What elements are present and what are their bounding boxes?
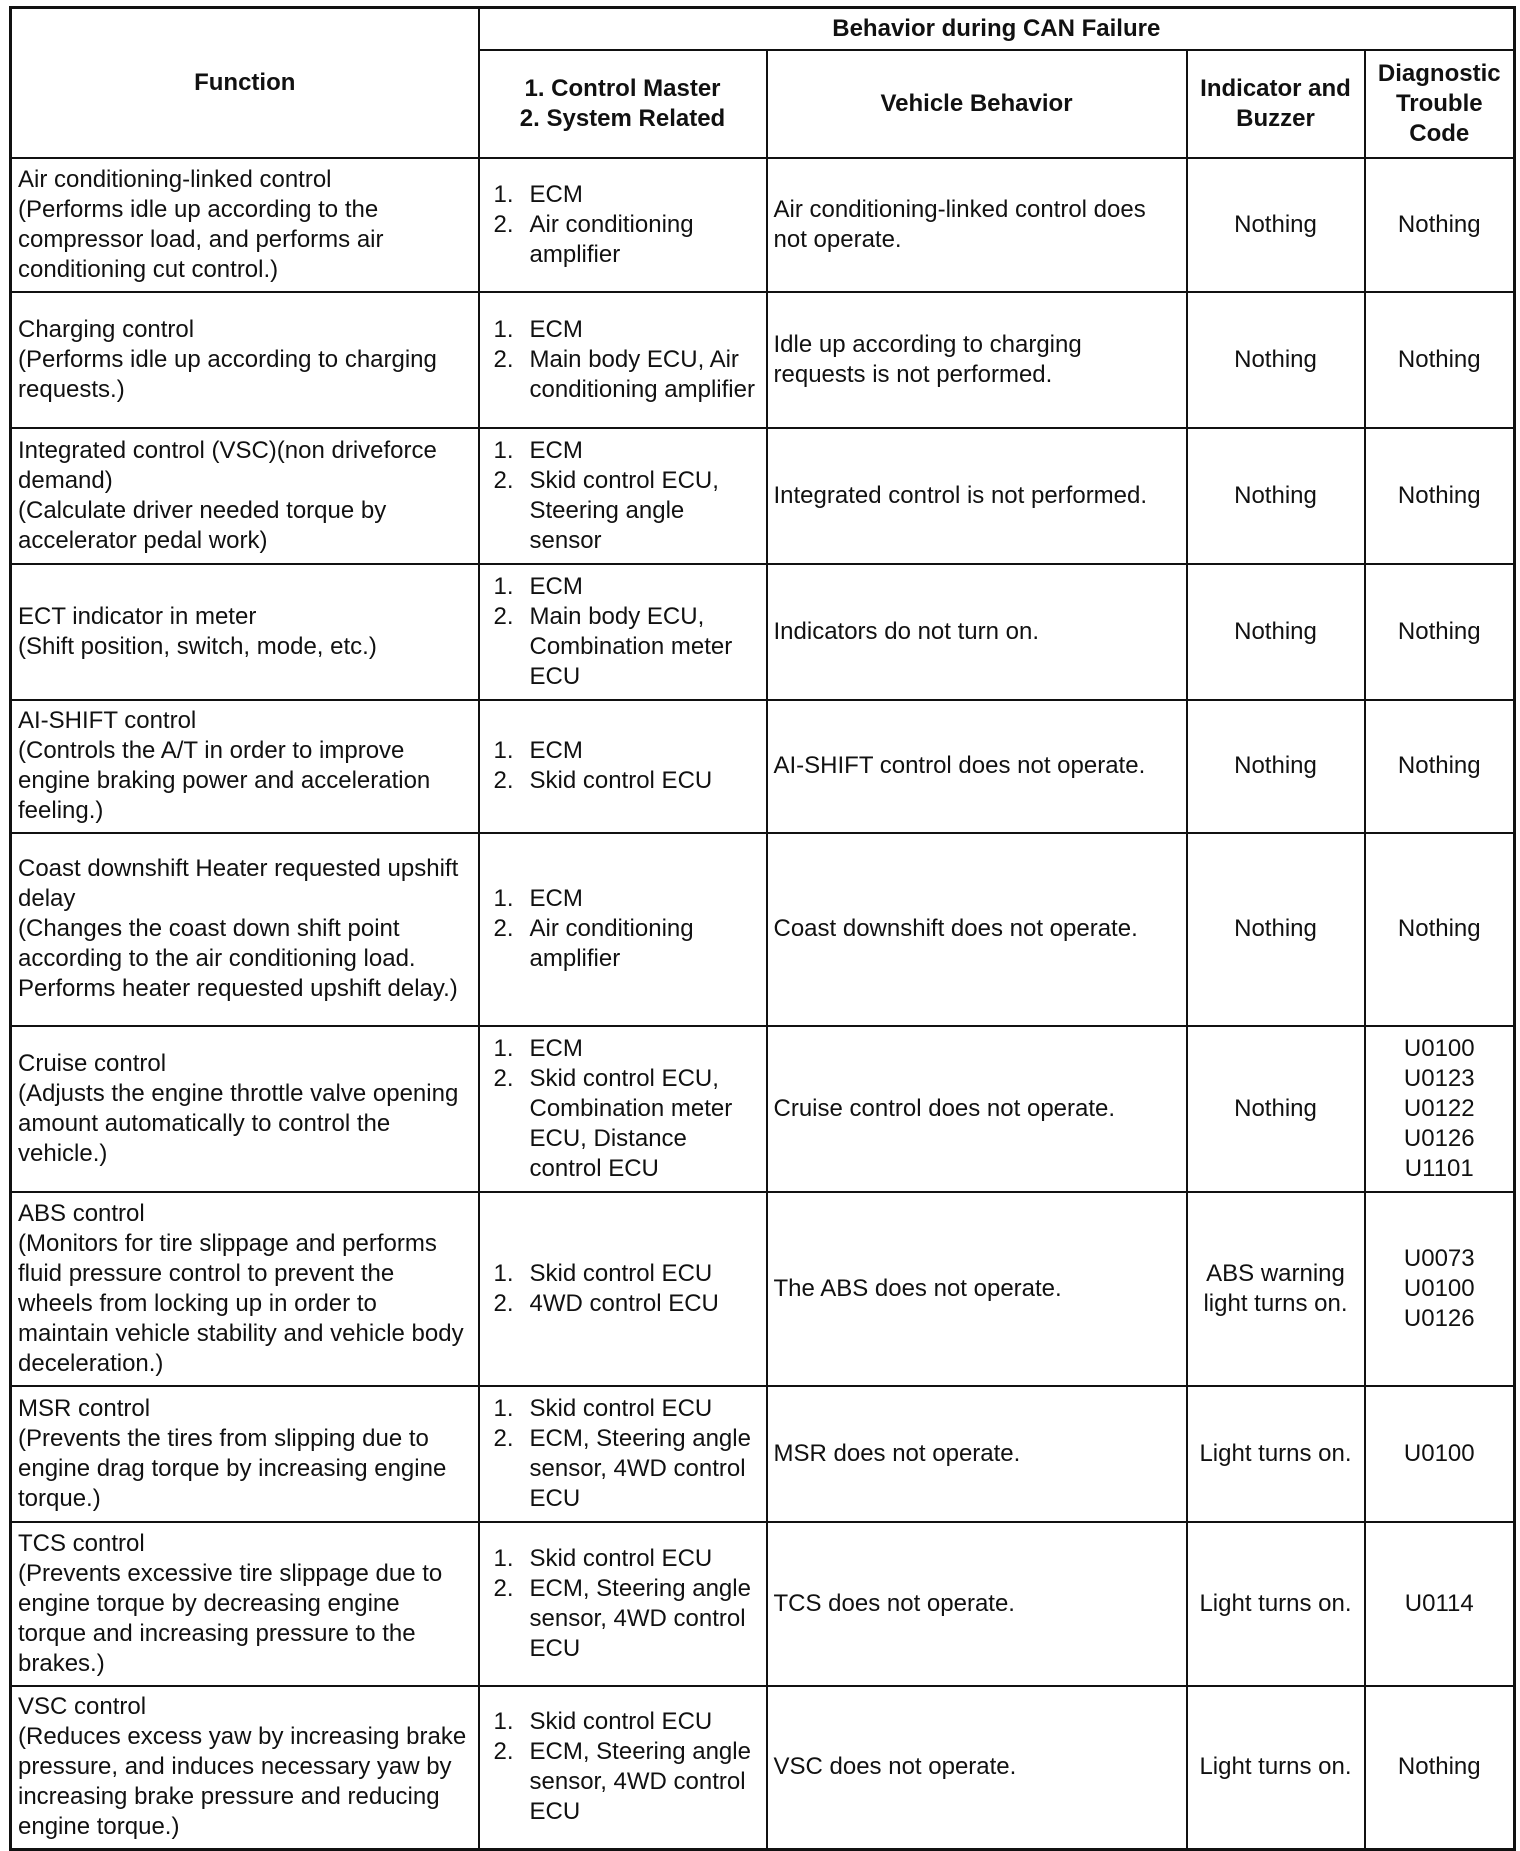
function-description: (Controls the A/T in order to improve engine braking power and acceleration feeling.) bbox=[18, 737, 431, 824]
table-row bbox=[11, 833, 1515, 1026]
table-row bbox=[11, 1522, 1515, 1686]
dtc-code: U0114 bbox=[1404, 1589, 1474, 1617]
dtc-code: U0100 bbox=[1403, 1274, 1475, 1302]
indicator-cell: Nothing bbox=[1187, 1026, 1365, 1192]
control-master-item bbox=[494, 1544, 760, 1574]
function-description: (Changes the coast down shift point according to the air conditioning load. Performs heater requested upshift delay.) bbox=[18, 915, 458, 1002]
control-master-text: ECM bbox=[529, 436, 583, 464]
indicator-cell: Nothing bbox=[1187, 428, 1365, 564]
control-master-cell bbox=[479, 1522, 767, 1686]
system-related-text: Air conditioning amplifier bbox=[529, 210, 694, 268]
control-master-item bbox=[494, 1574, 760, 1664]
control-master-cell bbox=[479, 1026, 767, 1192]
list-number: 1. bbox=[493, 1708, 514, 1736]
control-master-item bbox=[494, 345, 760, 405]
function-cell bbox=[11, 833, 479, 1026]
system-related-text: Main body ECU, Combination meter ECU bbox=[529, 602, 733, 690]
function-cell bbox=[11, 158, 479, 292]
function-name: Integrated control (VSC)(non driveforce demand) bbox=[18, 436, 437, 494]
vehicle-behavior-cell: AI-SHIFT control does not operate. bbox=[767, 700, 1187, 833]
function-description: (Performs idle up according to the compressor load, and performs air conditioning cut control.) bbox=[18, 195, 384, 283]
dtc-code: U0073 bbox=[1403, 1244, 1475, 1272]
indicator-cell: ABS warning light turns on. bbox=[1187, 1192, 1365, 1386]
list-number: 1. bbox=[493, 1034, 514, 1062]
control-master-item bbox=[494, 572, 760, 602]
system-related-text: Skid control ECU, Combination meter ECU, Distance control ECU bbox=[529, 1064, 733, 1182]
dtc-cell bbox=[1365, 292, 1515, 428]
function-name: Charging control bbox=[18, 315, 195, 343]
control-master-cell bbox=[479, 292, 767, 428]
dtc-cell bbox=[1365, 158, 1515, 292]
control-master-item bbox=[494, 1394, 760, 1424]
vehicle-behavior-cell: TCS does not operate. bbox=[767, 1522, 1187, 1686]
function-description: (Adjusts the engine throttle valve opening amount automatically to control the vehicle.) bbox=[18, 1079, 459, 1167]
dtc-cell bbox=[1365, 700, 1515, 833]
function-cell bbox=[11, 1522, 479, 1686]
indicator-header: Indicator and Buzzer bbox=[1187, 50, 1365, 158]
function-name: VSC control bbox=[18, 1693, 147, 1721]
dtc-code: U0126 bbox=[1403, 1124, 1475, 1152]
control-master-cell bbox=[479, 158, 767, 292]
list-number: 2. bbox=[493, 1738, 514, 1766]
control-master-text: ECM bbox=[529, 180, 583, 208]
dtc-code: U0122 bbox=[1403, 1094, 1475, 1122]
table-row bbox=[11, 1026, 1515, 1192]
control-master-item bbox=[494, 1424, 760, 1514]
indicator-cell: Light turns on. bbox=[1187, 1686, 1365, 1850]
dtc-cell bbox=[1365, 1192, 1515, 1386]
dtc-code: Nothing bbox=[1397, 915, 1481, 942]
control-master-item bbox=[494, 884, 760, 914]
function-name: AI-SHIFT control bbox=[18, 707, 197, 734]
function-description: (Prevents excessive tire slippage due to engine torque by decreasing engine torque and increasing pressure to the brakes.) bbox=[18, 1559, 443, 1677]
function-name: ABS control bbox=[18, 1199, 145, 1227]
system-related-text: ECM, Steering angle sensor, 4WD control ECU bbox=[529, 1738, 751, 1826]
control-master-text: ECM bbox=[529, 1034, 583, 1062]
table-row bbox=[11, 292, 1515, 428]
function-description: (Performs idle up according to charging requests.) bbox=[18, 345, 437, 403]
indicator-cell: Light turns on. bbox=[1187, 1522, 1365, 1686]
system-related-text: ECM, Steering angle sensor, 4WD control ECU bbox=[529, 1574, 751, 1662]
function-cell bbox=[11, 1192, 479, 1386]
control-master-header bbox=[479, 50, 767, 158]
indicator-cell: Nothing bbox=[1187, 292, 1365, 428]
list-number: 2. bbox=[493, 345, 514, 373]
control-master-item bbox=[494, 1737, 760, 1827]
list-number: 2. bbox=[493, 1424, 514, 1452]
control-master-cell bbox=[479, 833, 767, 1026]
function-cell bbox=[11, 700, 479, 833]
vehicle-behavior-cell: Air conditioning-linked control does not operate. bbox=[767, 158, 1187, 292]
table-row bbox=[11, 564, 1515, 700]
dtc-code: U1101 bbox=[1404, 1154, 1474, 1182]
control-master-cell bbox=[479, 1386, 767, 1522]
control-master-text: ECM bbox=[529, 885, 583, 912]
control-master-item bbox=[494, 1259, 760, 1289]
function-name: Coast downshift Heater requested upshift delay bbox=[18, 855, 459, 912]
list-number: 1. bbox=[493, 885, 514, 912]
control-master-item bbox=[494, 210, 760, 270]
dtc-code: U0100 bbox=[1403, 1034, 1475, 1062]
control-master-item bbox=[494, 1707, 760, 1737]
system-related-text: Skid control ECU, Steering angle sensor bbox=[529, 466, 719, 554]
control-master-text: Skid control ECU bbox=[529, 1394, 713, 1422]
control-master-item bbox=[494, 766, 760, 796]
system-related-text: Skid control ECU bbox=[529, 767, 713, 794]
vehicle-behavior-cell: VSC does not operate. bbox=[767, 1686, 1187, 1850]
control-master-item bbox=[494, 1034, 760, 1064]
system-related-text: Main body ECU, Air conditioning amplifier bbox=[529, 345, 755, 403]
system-related-text: 4WD control ECU bbox=[529, 1289, 719, 1317]
table-body bbox=[11, 158, 1515, 1850]
list-number: 1. bbox=[493, 315, 514, 343]
dtc-code: Nothing bbox=[1397, 210, 1481, 238]
vehicle-behavior-cell: Indicators do not turn on. bbox=[767, 564, 1187, 700]
control-master-text: Skid control ECU bbox=[529, 1259, 713, 1287]
dtc-code: Nothing bbox=[1397, 345, 1481, 373]
function-cell bbox=[11, 292, 479, 428]
list-number: 1. bbox=[493, 1259, 514, 1287]
behavior-group-header: Behavior during CAN Failure bbox=[479, 8, 1515, 50]
dtc-code: Nothing bbox=[1397, 617, 1481, 645]
system-related-label: 2. System Related bbox=[519, 104, 726, 132]
function-description: (Reduces excess yaw by increasing brake pressure, and induces necessary yaw by increasing brake pressure and reducing engine torque.) bbox=[18, 1723, 467, 1841]
can-failure-table bbox=[9, 6, 1516, 1851]
control-master-cell bbox=[479, 1192, 767, 1386]
control-master-cell bbox=[479, 564, 767, 700]
table-row bbox=[11, 1192, 1515, 1386]
list-number: 2. bbox=[493, 602, 514, 630]
function-description: (Monitors for tire slippage and performs fluid pressure control to prevent the wheels from locking up in order to maintain vehicle stability and vehicle body deceleration.) bbox=[18, 1229, 464, 1377]
list-number: 1. bbox=[493, 1544, 514, 1572]
indicator-cell: Nothing bbox=[1187, 158, 1365, 292]
dtc-header: Diagnostic Trouble Code bbox=[1365, 50, 1515, 158]
indicator-cell: Nothing bbox=[1187, 700, 1365, 833]
control-master-item bbox=[494, 1064, 760, 1184]
list-number: 2. bbox=[493, 1064, 514, 1092]
function-header: Function bbox=[11, 8, 479, 158]
indicator-cell: Nothing bbox=[1187, 833, 1365, 1026]
system-related-text: Air conditioning amplifier bbox=[529, 915, 694, 972]
list-number: 2. bbox=[493, 767, 514, 794]
dtc-code: Nothing bbox=[1397, 1753, 1481, 1781]
function-name: TCS control bbox=[18, 1529, 145, 1557]
vehicle-behavior-cell: Cruise control does not operate. bbox=[767, 1026, 1187, 1192]
list-number: 2. bbox=[493, 466, 514, 494]
list-number: 2. bbox=[493, 1289, 514, 1317]
control-master-item bbox=[494, 466, 760, 556]
list-number: 1. bbox=[493, 572, 514, 600]
vehicle-behavior-header: Vehicle Behavior bbox=[767, 50, 1187, 158]
function-cell bbox=[11, 1686, 479, 1850]
function-description: (Calculate driver needed torque by accelerator pedal work) bbox=[18, 496, 387, 554]
dtc-code: Nothing bbox=[1397, 752, 1481, 779]
indicator-cell: Nothing bbox=[1187, 564, 1365, 700]
control-master-item bbox=[494, 602, 760, 692]
list-number: 1. bbox=[493, 180, 514, 208]
function-name: ECT indicator in meter bbox=[18, 602, 257, 630]
function-description: (Prevents the tires from slipping due to engine drag torque by increasing engine torque.) bbox=[18, 1424, 447, 1512]
function-name: Cruise control bbox=[18, 1049, 167, 1077]
function-cell bbox=[11, 428, 479, 564]
control-master-cell bbox=[479, 1686, 767, 1850]
list-number: 2. bbox=[493, 915, 514, 942]
function-name: MSR control bbox=[18, 1394, 151, 1422]
control-master-label: 1. Control Master bbox=[524, 74, 721, 102]
control-master-text: ECM bbox=[529, 737, 583, 764]
function-cell bbox=[11, 564, 479, 700]
list-number: 1. bbox=[493, 436, 514, 464]
control-master-item bbox=[494, 436, 760, 466]
dtc-code: Nothing bbox=[1397, 481, 1481, 509]
control-master-item bbox=[494, 914, 760, 974]
control-master-cell bbox=[479, 700, 767, 833]
function-name: Air conditioning-linked control bbox=[18, 165, 332, 193]
list-number: 2. bbox=[493, 210, 514, 238]
system-related-text: ECM, Steering angle sensor, 4WD control ECU bbox=[529, 1424, 751, 1512]
control-master-item bbox=[494, 736, 760, 766]
control-master-item bbox=[494, 1289, 760, 1319]
list-number: 1. bbox=[493, 1394, 514, 1422]
dtc-cell bbox=[1365, 1026, 1515, 1192]
function-cell bbox=[11, 1386, 479, 1522]
table-row bbox=[11, 158, 1515, 292]
function-description: (Shift position, switch, mode, etc.) bbox=[18, 632, 377, 660]
list-number: 1. bbox=[493, 737, 514, 764]
indicator-cell: Light turns on. bbox=[1187, 1386, 1365, 1522]
control-master-item bbox=[494, 315, 760, 345]
control-master-cell bbox=[479, 428, 767, 564]
function-cell bbox=[11, 1026, 479, 1192]
list-number: 2. bbox=[493, 1574, 514, 1602]
vehicle-behavior-cell: The ABS does not operate. bbox=[767, 1192, 1187, 1386]
control-master-text: ECM bbox=[529, 572, 583, 600]
control-master-text: ECM bbox=[529, 315, 583, 343]
table-row bbox=[11, 1686, 1515, 1850]
table-row bbox=[11, 428, 1515, 564]
vehicle-behavior-cell: Idle up according to charging requests is not performed. bbox=[767, 292, 1187, 428]
dtc-code: U0126 bbox=[1403, 1304, 1475, 1332]
vehicle-behavior-cell: MSR does not operate. bbox=[767, 1386, 1187, 1522]
dtc-cell bbox=[1365, 1522, 1515, 1686]
control-master-text: Skid control ECU bbox=[529, 1708, 713, 1736]
vehicle-behavior-cell: Integrated control is not performed. bbox=[767, 428, 1187, 564]
control-master-item bbox=[494, 180, 760, 210]
vehicle-behavior-cell: Coast downshift does not operate. bbox=[767, 833, 1187, 1026]
dtc-cell bbox=[1365, 564, 1515, 700]
dtc-cell bbox=[1365, 1686, 1515, 1850]
dtc-code: U0123 bbox=[1403, 1064, 1475, 1092]
dtc-cell bbox=[1365, 833, 1515, 1026]
dtc-cell bbox=[1365, 428, 1515, 564]
table-row bbox=[11, 1386, 1515, 1522]
dtc-cell bbox=[1365, 1386, 1515, 1522]
control-master-text: Skid control ECU bbox=[529, 1544, 713, 1572]
dtc-code: U0100 bbox=[1403, 1439, 1475, 1467]
table-row bbox=[11, 700, 1515, 833]
